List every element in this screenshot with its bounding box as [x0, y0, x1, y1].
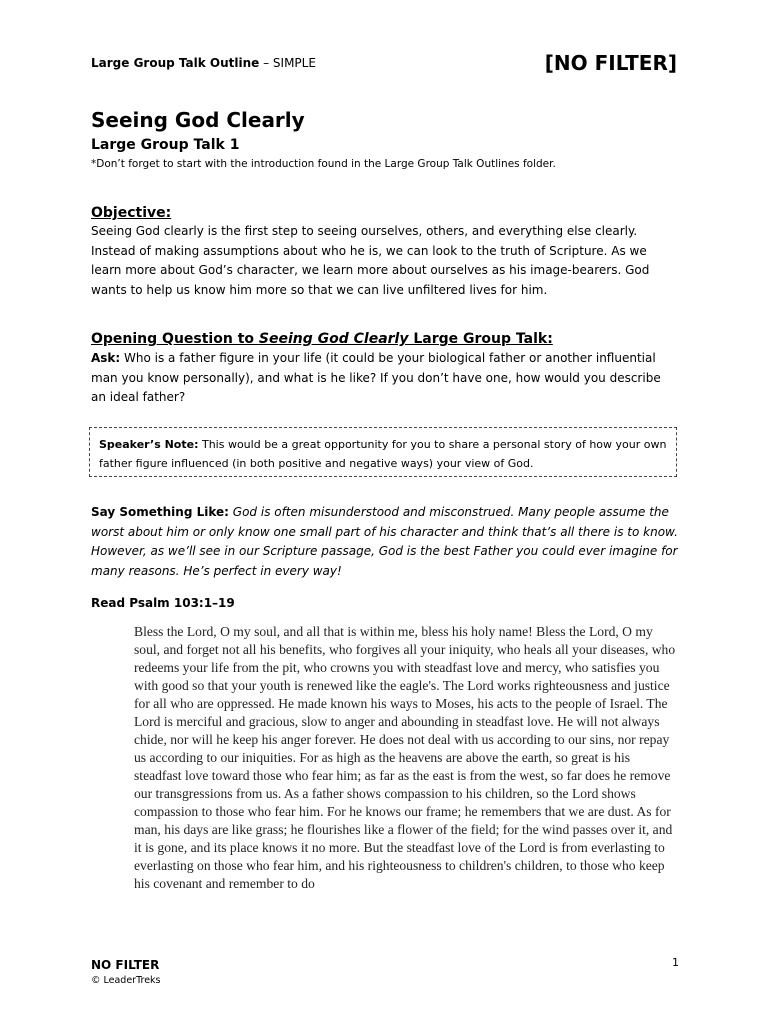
header-outline-label: Large Group Talk Outline	[91, 56, 260, 70]
speaker-note-text: This would be a great opportunity for you to share a personal story of how your own father figure influenced (in both positive and negative ways) your view of God.	[99, 438, 667, 470]
talk-title: Seeing God Clearly	[91, 108, 305, 132]
page-number: 1	[672, 956, 679, 969]
say-label: Say Something Like:	[91, 505, 229, 519]
ask-label: Ask:	[91, 351, 121, 365]
opening-question-heading	[91, 330, 553, 348]
series-tag: [NO FILTER]	[544, 51, 677, 75]
talk-subtitle: Large Group Talk 1	[91, 137, 240, 153]
ask-text: Who is a father figure in your life (it could be your biological father or another influential man you know personally), and what is he like? If you don’t have one, how would you describe an ideal father?	[91, 351, 661, 404]
speaker-note-label: Speaker’s Note:	[99, 438, 199, 451]
scripture-passage: Bless the Lord, O my soul, and all that is within me, bless his holy name! Bless the Lord, O my soul, and forget not all his benefits, who forgives all your iniquity, who heals all your diseases, who redeems your life from the pit, who crowns you with steadfast love and mercy, who satisfies you with good so that your youth is renewed like the eagle's. The Lord works righteousness and justice for all who are oppressed. He made known his ways to Moses, his acts to the people of Israel. The Lord is merciful and gracious, slow to anger and abounding in steadfast love. He will not always chide, nor will he keep his anger forever. He does not deal with us according to our sins, nor repay us according to our iniquities. For as high as the heavens are above the earth, so great is his steadfast love toward those who fear him; as far as the east is from the west, so far does he remove our transgressions from us. As a father shows compassion to his children, so the Lord shows compassion to those who fear him. For he knows our frame; he remembers that we are dust. As for man, his days are like grass; he flourishes like a flower of the field; for the wind passes over it, and it is gone, and its place knows it no more. But the steadfast love of the Lord is from everlasting to everlasting on those who fear him, and his righteousness to children's children, to those who keep his covenant and remember to do	[134, 624, 676, 891]
say-something-paragraph	[91, 503, 679, 581]
opening-heading-talk-name: Seeing God Clearly	[258, 331, 409, 347]
scripture-reading-heading: Read Psalm 103:1–19	[91, 596, 235, 610]
opening-heading-suffix: Large Group Talk:	[408, 331, 553, 347]
speaker-note-box	[89, 427, 677, 477]
objective-text: Seeing God clearly is the first step to seeing ourselves, others, and everything else clearly. Instead of making assumptions about who he is, we can look to the truth of Scripture. As we learn more about God’s character, we learn more about ourselves as his image-bearers. God wants to help us know him more so that we can live unfiltered lives for him.	[91, 224, 650, 297]
introduction-reminder: *Don’t forget to start with the introduction found in the Large Group Talk Outlines folder.	[91, 158, 556, 170]
header-outline-variant: – SIMPLE	[259, 56, 316, 70]
footer-brand: NO FILTER	[91, 958, 160, 972]
say-text: God is often misunderstood and misconstrued. Many people assume the worst about him or only know one small part of his character and think that’s all there is to know. However, as we’ll see in our Scripture passage, God is the best Father you could ever imagine for many reasons. He’s perfect in every way!	[91, 505, 678, 578]
objective-heading: Objective:	[91, 205, 172, 221]
footer-copyright: © LeaderTreks	[91, 975, 161, 986]
document-header-label	[91, 55, 316, 71]
ask-paragraph	[91, 349, 679, 408]
opening-heading-prefix: Opening Question to	[91, 331, 259, 347]
